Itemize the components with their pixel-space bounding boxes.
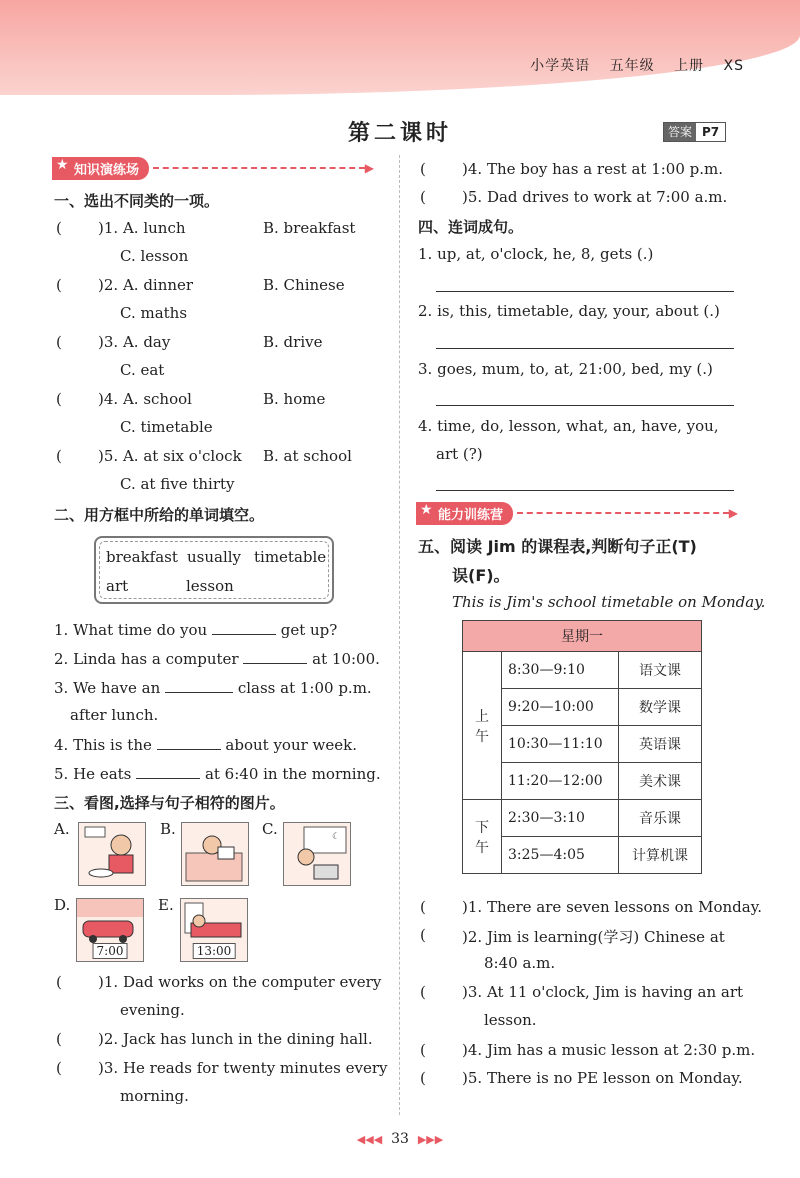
q2-item-2: 2. Linda has a computer at 10:00. [54,650,380,668]
question-item: )2. Jack has lunch in the dining hall. [98,1030,373,1048]
word-timetable: timetable [254,548,327,566]
answer-paren[interactable]: ( [56,1030,62,1048]
section-banner-label: 知识演练场 [74,162,140,178]
pic-label-e: E. [158,896,174,914]
question-item: )3. At 11 o'clock, Jim is having an art [462,983,744,1001]
timetable-subject: 计算机课 [619,837,702,874]
clock-label: 13:00 [193,943,236,959]
section-banner-practice [52,157,374,179]
picture-boy-rest [180,898,248,962]
question-item: )4. A. school [98,390,192,408]
right-arrows-icon: ▶▶▶ [417,1133,444,1146]
answer-label: 答案 [664,123,696,141]
blank-field[interactable] [212,620,276,635]
page-title: 第二课时 [347,121,452,146]
option-c: C. at five thirty [120,475,235,493]
pic-label-d: D. [54,896,71,914]
blank-field[interactable] [136,764,200,779]
star-icon: ★ [56,156,69,173]
option-c: C. lesson [120,247,189,265]
page-number: 33 [391,1131,409,1147]
question-item: )5. Dad drives to work at 7:00 a.m. [462,188,728,206]
option-c: C. maths [120,304,188,322]
q4-heading: 四、连词成句。 [418,218,524,236]
answer-line[interactable] [436,490,734,491]
blank-field[interactable] [157,735,221,750]
question-item: )1. A. lunch [98,219,186,237]
q5-intro: This is Jim's school timetable on Monday. [452,593,766,611]
question-item: )2. A. dinner [98,276,194,294]
timetable [462,620,702,874]
option-c: C. timetable [120,418,213,436]
q4-item-4-cont: art (?) [436,445,483,463]
question-item: )3. He reads for twenty minutes every [98,1059,388,1077]
timetable-time: 8:30—9:10 [502,652,619,689]
timetable-time: 2:30—3:10 [502,800,619,837]
q4-item-2: 2. is, this, timetable, day, your, about (.) [418,302,720,320]
question-item: )1. Dad works on the computer every [98,973,382,991]
word-lesson: lesson [186,577,234,595]
option-c: C. eat [120,361,165,379]
answer-paren[interactable]: ( [420,983,426,1001]
arrow-icon: ▶ [728,506,738,520]
blank-field[interactable] [243,649,307,664]
answer-paren[interactable]: ( [56,219,62,237]
question-item: )4. Jim has a music lesson at 2:30 p.m. [462,1041,756,1059]
q2-heading: 二、用方框中所给的单词填空。 [54,506,265,524]
subject-label: 小学英语 [530,58,591,74]
timetable-time: 11:20—12:00 [502,763,619,800]
q4-item-1: 1. up, at, o'clock, he, 8, gets (.) [418,245,654,263]
question-item: )4. The boy has a rest at 1:00 p.m. [462,160,724,178]
picture-car-drive [76,898,144,962]
option-b: B. breakfast [263,219,356,237]
question-item-cont: lesson. [484,1011,537,1029]
period-am: 上午 [463,652,502,800]
q4-item-3: 3. goes, mum, to, at, 21:00, bed, my (.) [418,360,713,378]
question-item: )5. There is no PE lesson on Monday. [462,1069,743,1087]
top-banner [0,0,800,95]
svg-text:☾: ☾ [332,832,341,842]
pic-label-c: C. [262,820,278,838]
timetable-subject: 语文课 [619,652,702,689]
option-b: B. home [263,390,326,408]
answer-paren[interactable]: ( [420,188,426,206]
q1-heading: 一、选出不同类的一项。 [54,192,220,210]
answer-paren[interactable]: ( [56,276,62,294]
option-b: B. at school [263,447,352,465]
timetable-day: 星期一 [463,621,702,652]
q2-item-3: 3. We have an class at 1:00 p.m. [54,679,372,697]
answer-tag [663,122,726,142]
grade-label: 五年级 [609,58,655,74]
q2-item-5: 5. He eats at 6:40 in the morning. [54,765,381,783]
answer-paren[interactable]: ( [420,1069,426,1087]
edition-label: XS [723,58,744,74]
star-icon: ★ [420,501,433,518]
timetable-time: 10:30—11:10 [502,726,619,763]
picture-man-computer [283,822,351,886]
option-b: B. Chinese [263,276,345,294]
answer-paren[interactable]: ( [56,333,62,351]
timetable-time: 9:20—10:00 [502,689,619,726]
clock-label: 7:00 [93,943,128,959]
answer-paren[interactable]: ( [56,390,62,408]
option-b: B. drive [263,333,323,351]
section-banner-label: 能力训练营 [438,507,504,523]
question-item: )5. A. at six o'clock [98,447,242,465]
section-banner-ability [416,502,738,524]
pic-label-b: B. [160,820,176,838]
page-footer [0,1131,800,1147]
column-divider [399,155,400,1115]
q4-item-4: 4. time, do, lesson, what, an, have, you, [418,417,719,435]
q2-item-1: 1. What time do you get up? [54,621,338,639]
word-breakfast: breakfast [106,548,178,566]
word-art: art [106,577,129,595]
answer-line[interactable] [436,348,734,349]
question-item: )1. There are seven lessons on Monday. [462,898,762,916]
question-item: )2. Jim is learning(学习) Chinese at [462,928,725,946]
pic-label-a: A. [54,820,70,838]
question-item: )3. A. day [98,333,171,351]
picture-boy-lunch [78,822,146,886]
question-item-cont: morning. [120,1087,189,1105]
arrow-icon: ▶ [364,161,374,175]
picture-man-reading [181,822,249,886]
answer-paren[interactable]: ( [420,926,426,944]
period-pm: 下午 [463,800,502,874]
q3-heading: 三、看图,选择与句子相符的图片。 [54,794,285,812]
timetable-subject: 音乐课 [619,800,702,837]
question-item-cont: evening. [120,1001,185,1019]
timetable-time: 3:25—4:05 [502,837,619,874]
q2-item-3-cont: after lunch. [70,706,159,724]
q5-heading-cont: 误(F)。 [452,566,510,585]
q5-heading: 五、阅读 Jim 的课程表,判断句子正(T) [418,537,697,556]
answer-line[interactable] [436,405,734,406]
timetable-subject: 数学课 [619,689,702,726]
word-usually: usually [187,548,242,566]
answer-paren[interactable]: ( [420,160,426,178]
answer-paren[interactable]: ( [56,1059,62,1077]
answer-paren[interactable]: ( [420,898,426,916]
question-item-cont: 8:40 a.m. [484,954,556,972]
answer-paren[interactable]: ( [56,973,62,991]
answer-paren[interactable]: ( [56,447,62,465]
book-info [516,55,744,75]
timetable-subject: 英语课 [619,726,702,763]
answer-page: P7 [702,125,720,139]
left-arrows-icon: ◀◀◀ [356,1133,383,1146]
volume-label: 上册 [674,58,705,74]
timetable-subject: 美术课 [619,763,702,800]
answer-line[interactable] [436,291,734,292]
q2-item-4: 4. This is the about your week. [54,736,358,754]
blank-field[interactable] [165,678,233,693]
answer-paren[interactable]: ( [420,1041,426,1059]
